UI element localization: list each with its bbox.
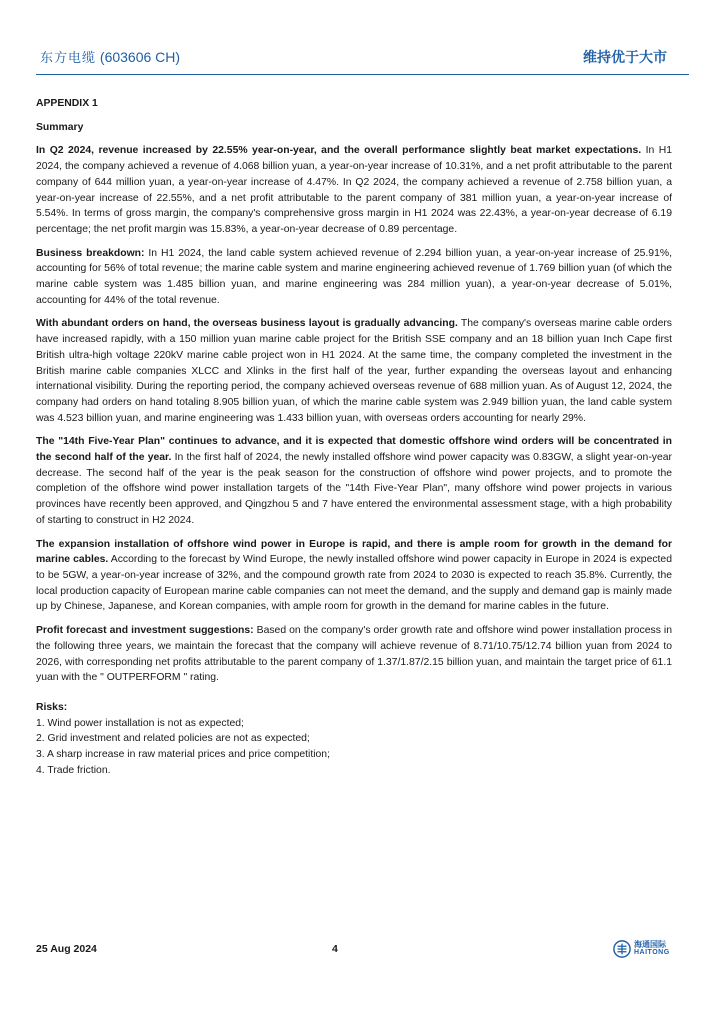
haitong-logo xyxy=(613,939,675,961)
paragraph-lead: With abundant orders on hand, the overseas business layout is gradually advancing. xyxy=(36,318,458,330)
paragraph xyxy=(36,623,672,686)
appendix-title: APPENDIX 1 xyxy=(36,98,98,109)
paragraph xyxy=(36,316,672,426)
page-footer xyxy=(36,940,675,963)
paragraph-body: According to the forecast by Wind Europe, the newly installed offshore wind power capacity in Europe in 2024 is expected to be 5GW, a year-on-year increase of 32%, and the compound growth rate from 2024 to 2030 is expected to reach 35.8%. Currently, the local production capacity of European marine cable companies can not meet the demand, and the supply and demand gap is mainly made up by Chinese, Japanese, and Korean companies, with ample room for growth in the demand for marine cables in the future. xyxy=(36,554,672,613)
risk-item: 4. Trade friction. xyxy=(36,764,111,776)
company-name: 东方电缆 xyxy=(40,51,97,66)
report-date: 25 Aug 2024 xyxy=(36,943,97,955)
paragraph-lead: The "14th Five-Year Plan" continues to advance, and it is expected that domestic offshore wind orders will be concentrated in the second half of the year. xyxy=(36,436,672,464)
paragraph xyxy=(36,434,672,528)
haitong-logo-icon xyxy=(613,940,631,958)
paragraph-body: In H1 2024, the land cable system achieved revenue of 2.294 billion yuan, a year-on-year increase of 25.91%, accounting for 56% of total revenue; the marine cable system and marine engineering achieved revenue of 1.769 billion yuan (of which the marine cable system was 1.485 billion yuan, and marine engineering was 284 million yuan), a year-on-year decrease of 5.01%, accounting for 44% of the total revenue. xyxy=(36,247,672,306)
paragraph-body: In H1 2024, the company achieved a revenue of 4.068 billion yuan, a year-on-year increase of 10.31%, and a net profit attributable to the parent company of 644 million yuan, a year-on-year increase of 4.47%. In Q2 2024, the company achieved a revenue of 2.758 billion yuan, a year-on-year increase of 22.55%, and a net profit attributable to the parent company of 381 million yuan, a year-on-year increase of 5.54%. In terms of gross margin, the company's comprehensive gross margin in H1 2024 was 22.43%, a year-on-year decrease of 6.19 percentage; the net profit margin was 15.83%, a year-on-year decrease of 0.89 percentage. xyxy=(36,145,672,235)
paragraph-body: The company's overseas marine cable orders have increased rapidly, with a 150 million yuan marine cable project for the British SSE company and an 18 billion yuan Inch Cape first British ultra-high voltage 220kV marine cable project won in H1 2024. At the same time, the company completed the investment in the British marine cable companies XLCC and Xlinks in the first half of the year, further expanding the overseas layout and enhancing international visibility. During the reporting period, the company achieved overseas revenue of 688 million yuan. As of August 12, 2024, the company had orders on hand totaling 8.905 billion yuan, of which the marine cable system was 2.949 billion yuan, the land cable system was 4.523 billion yuan, and marine engineering was 1.433 billion yuan, with overseas orders accounting for nearly 29%. xyxy=(36,318,673,424)
ticker: (603606 CH) xyxy=(99,49,181,65)
page-header xyxy=(40,47,667,71)
paragraph-lead: Business breakdown: xyxy=(36,247,145,259)
paragraph xyxy=(36,143,672,237)
company-ticker xyxy=(40,47,180,66)
risks-title: Risks: xyxy=(36,701,68,713)
logo-text-en: HAITONG xyxy=(634,949,670,956)
risks-list xyxy=(36,716,672,779)
summary-title: Summary xyxy=(36,121,84,133)
paragraph xyxy=(36,246,672,309)
paragraph xyxy=(36,537,672,616)
header-divider xyxy=(36,74,689,75)
paragraph-lead: In Q2 2024, revenue increased by 22.55% year-on-year, and the overall performance slightly beat market expectations. xyxy=(36,145,642,157)
logo-text-cn: 海通国际 xyxy=(634,940,666,949)
paragraph-lead: The expansion installation of offshore wind power in Europe is rapid, and there is ample room for growth in the demand for marine cables. xyxy=(36,538,672,566)
page-number: 4 xyxy=(332,943,338,955)
risk-item: 2. Grid investment and related policies are not as expected; xyxy=(36,733,310,745)
paragraph-body: In the first half of 2024, the newly installed offshore wind power capacity was 0.83GW, a slight year-on-year decrease. The second half of the year is the peak season for the construction of offshore wind power projects, and to promote the completion of the offshore wind power installation targets of the "14th Five-Year Plan", many offshore wind power projects in various provinces have recently been approved, and Qingzhou 5 and 7 have entered the environmental assessment stage, with a high probability of starting to construct in H2 2024. xyxy=(36,452,672,526)
paragraph-body: Based on the company's order growth rate and offshore wind power installation process in the following three years, we maintain the forecast that the company will achieve revenue of 8.71/10.75/12.74 billion yuan from 2024 to 2026, with corresponding net profits attributable to the parent company of 1.37/1.87/2.15 billion yuan, and maintain the target price of 61.1 yuan with the " OUTPERFORM " rating. xyxy=(36,625,672,684)
report-body xyxy=(36,96,672,778)
risk-item: 3. A sharp increase in raw material prices and price competition; xyxy=(36,749,330,761)
paragraph-lead: Profit forecast and investment suggestions: xyxy=(36,625,254,637)
risk-item: 1. Wind power installation is not as expected; xyxy=(36,717,244,729)
rating-cn: 维持优于大市 xyxy=(583,50,667,66)
